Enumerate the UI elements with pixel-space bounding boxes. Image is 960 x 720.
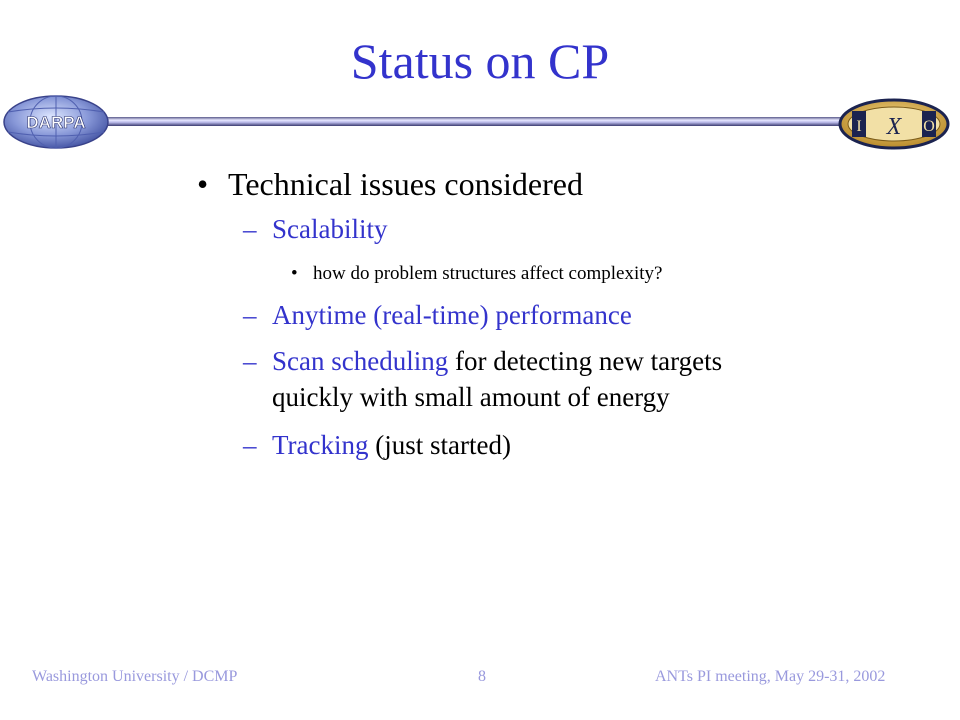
footer-page-number: 8: [478, 668, 486, 685]
item-scalability: [272, 214, 387, 245]
darpa-logo: [2, 94, 110, 150]
item-highlight: Anytime (real-time) performance: [272, 300, 632, 330]
item-scan-scheduling-cont: quickly with small amount of energy: [272, 382, 670, 412]
item-tracking: [272, 430, 511, 461]
slide-title: Status on CP: [350, 33, 610, 89]
dash-marker: –: [243, 214, 257, 244]
sub-bullet-complexity: how do problem structures affect complexity?: [313, 263, 663, 284]
header-band: [80, 117, 870, 126]
item-highlight: Tracking: [272, 430, 369, 460]
item-highlight: Scan scheduling: [272, 346, 449, 376]
darpa-logo-text: DARPA: [26, 113, 86, 132]
iexo-logo-i: I: [856, 118, 862, 135]
footer-left: Washington University / DCMP: [32, 668, 238, 685]
item-rest: (just started): [368, 430, 511, 460]
iexo-logo-x: X: [886, 114, 902, 140]
item-rest: for detecting new targets: [448, 346, 723, 376]
iexo-logo: [838, 98, 950, 150]
footer-right: ANTs PI meeting, May 29-31, 2002: [655, 668, 886, 685]
item-scan-scheduling: [272, 346, 722, 377]
dash-marker: –: [243, 430, 257, 460]
item-highlight: Scalability: [272, 214, 388, 244]
bullet-technical-issues: Technical issues considered: [228, 166, 583, 202]
dash-marker: –: [243, 346, 257, 376]
item-anytime: [272, 300, 632, 331]
bullet-marker: •: [197, 166, 209, 202]
iexo-logo-o: O: [923, 118, 935, 135]
sub-bullet-marker: •: [291, 263, 298, 284]
dash-marker: –: [243, 300, 257, 330]
